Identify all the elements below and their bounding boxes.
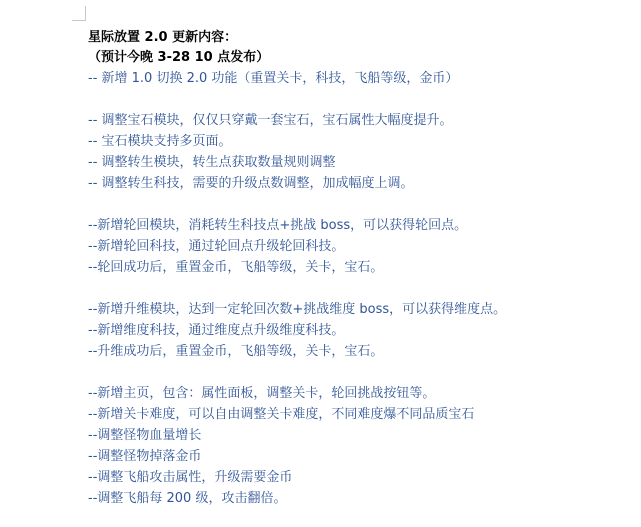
document-body: [88, 28, 628, 509]
text-line: --新增维度科技，通过维度点升级维度科技。: [88, 323, 345, 338]
document-title: 星际放置 2.0 更新内容：: [88, 30, 238, 45]
text-line: --新增轮回模块，消耗转生科技点+挑战 boss，可以获得轮回点。: [88, 218, 468, 233]
margin-corner-mark: [72, 6, 86, 21]
text-line: -- 调整宝石模块，仅仅只穿戴一套宝石，宝石属性大幅度提升。: [88, 113, 453, 128]
text-line: --新增关卡难度，可以自由调整关卡难度，不同难度爆不同品质宝石: [88, 407, 475, 422]
text-line: --轮回成功后，重置金币，飞船等级，关卡，宝石。: [88, 260, 384, 275]
text-line: -- 调整转生模块，转生点获取数量规则调整: [88, 155, 336, 170]
document-subtitle: （预计今晚 3-28 10 点发布）: [88, 50, 270, 65]
blank-line: [88, 194, 628, 215]
blank-line: [88, 362, 628, 383]
blank-line: [88, 278, 628, 299]
text-line: --调整怪物掉落金币: [88, 449, 202, 464]
text-line: --调整怪物血量增长: [88, 428, 202, 443]
text-line: --新增升维模块，达到一定轮回次数+挑战维度 boss，可以获得维度点。: [88, 302, 507, 317]
blank-line: [88, 89, 628, 110]
text-line: --新增轮回科技，通过轮回点升级轮回科技。: [88, 239, 345, 254]
text-line: --升维成功后，重置金币，飞船等级，关卡，宝石。: [88, 344, 384, 359]
text-line: -- 调整转生科技，需要的升级点数调整，加成幅度上调。: [88, 176, 414, 191]
text-line: -- 宝石模块支持多页面。: [88, 134, 232, 149]
text-line: --新增主页，包含：属性面板，调整关卡，轮回挑战按钮等。: [88, 386, 436, 401]
text-line: --调整飞船每 200 级，攻击翻倍。: [88, 491, 287, 506]
text-line: -- 新增 1.0 切换 2.0 功能（重置关卡，科技，飞船等级，金币）: [88, 71, 459, 86]
text-line: --调整飞船攻击属性，升级需要金币: [88, 470, 293, 485]
